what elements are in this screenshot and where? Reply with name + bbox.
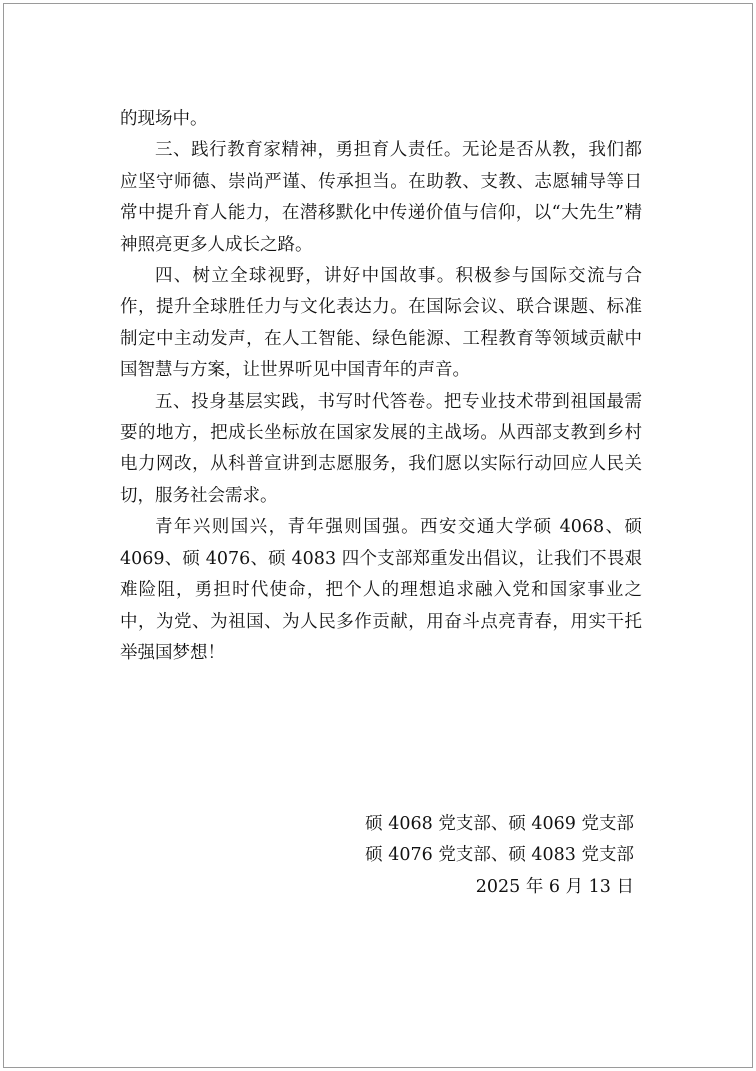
signature-block xyxy=(365,809,634,903)
document-page xyxy=(3,3,753,1068)
paragraph-closing: 青年兴则国兴，青年强则国强。西安交通大学硕 4068、硕 4069、硕 4076、硕 4083 四个支部郑重发出倡议，让我们不畏艰难险阻，勇担时代使命，把个人的理想追求融入党和国家事业之中，为党、为祖国、为人民多作贡献，用奋斗点亮青春，用实干托举强国梦想！ xyxy=(120,517,642,663)
paragraph-four: 四、树立全球视野，讲好中国故事。积极参与国际交流与合作，提升全球胜任力与文化表达力。在国际会议、联合课题、标准制定中主动发声，在人工智能、绿色能源、工程教育等领域贡献中国智慧与方案，让世界听见中国青年的声音。 xyxy=(120,266,642,381)
signature-line-2: 硕 4076 党支部、硕 4083 党支部 xyxy=(365,845,634,866)
paragraph-three: 三、践行教育家精神，勇担育人责任。无论是否从教，我们都应坚守师德、崇尚严谨、传承担当。在助教、支教、志愿辅导等日常中提升育人能力，在潜移默化中传递价值与信仰，以“大先生”精神照亮更多人成长之路。 xyxy=(120,140,642,255)
paragraph-continuation: 的现场中。 xyxy=(120,109,208,129)
document-body xyxy=(120,104,642,669)
signature-line-1: 硕 4068 党支部、硕 4069 党支部 xyxy=(365,814,634,834)
signature-date: 2025 年 6 月 13 日 xyxy=(475,876,634,897)
paragraph-five: 五、投身基层实践，书写时代答卷。把专业技术带到祖国最需要的地方，把成长坐标放在国家发展的主战场。从西部支教到乡村电力网改，从科普宣讲到志愿服务，我们愿以实际行动回应人民关切，服务社会需求。 xyxy=(120,391,642,506)
